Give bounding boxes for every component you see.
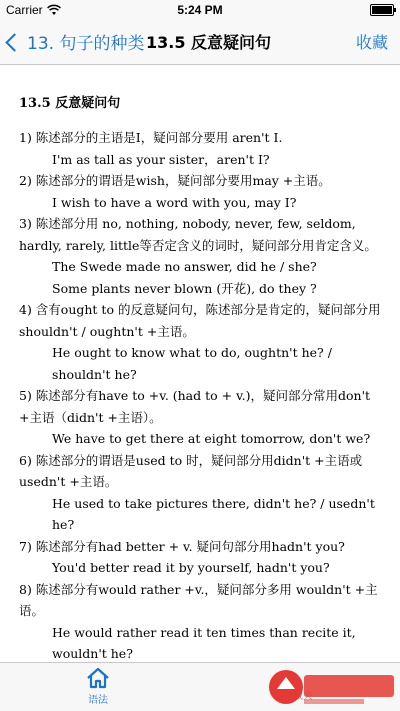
rule-item: 2) 陈述部分的谓语是wish，疑问部分要用may +主语。	[19, 173, 331, 188]
back-button[interactable]	[8, 29, 144, 54]
status-time: 5:24 PM	[177, 3, 223, 17]
tab-grammar-label: 语法	[88, 695, 108, 706]
back-button-label: 13. 句子的种类	[27, 34, 145, 54]
carrier-label: Carrier	[6, 3, 43, 17]
article-content[interactable]	[0, 65, 400, 663]
status-bar	[0, 0, 400, 20]
example-sentence: He ought to know what to do, oughtn't he? / shouldn't he?	[52, 345, 332, 382]
favorite-button[interactable]: 收藏	[355, 33, 388, 52]
rule-item: 3) 陈述部分用 no, nothing, nobody, never, few, seldom, hardly, rarely, little等否定含义的词时，疑问部分用肯定含义。	[19, 216, 377, 253]
rule-item: 1) 陈述部分的主语是I，疑问部分要用 aren't I.	[19, 130, 283, 145]
home-icon	[86, 667, 110, 689]
example-sentence: Some plants never blown (开花), do they ?	[52, 280, 317, 296]
article-heading: 13.5 反意疑问句	[19, 96, 121, 111]
example-sentence: He would rather read it ten times than recite it, wouldn't he?	[52, 624, 356, 661]
watermark-logo	[266, 667, 396, 707]
rule-item: 5) 陈述部分有have to +v. (had to + v.)，疑问部分常用don't +主语（didn't +主语）。	[19, 388, 371, 425]
example-sentence: You'd better read it by yourself, hadn't you?	[52, 560, 330, 575]
rule-item: 8) 陈述部分有would rather +v.，疑问部分多用 wouldn't +主语。	[19, 581, 378, 618]
page-title: 13.5 反意疑问句	[146, 33, 272, 52]
battery-group	[370, 3, 394, 16]
rule-item: 7) 陈述部分有had better + v. 疑问句部分用hadn't you?	[19, 538, 345, 554]
example-sentence: We have to get there at eight tomorrow, don't we?	[52, 431, 371, 446]
navigation-bar	[0, 20, 400, 65]
example-sentence: I'm as tall as your sister，aren't I?	[52, 151, 270, 167]
example-sentence: The Swede made no answer, did he / she?	[52, 259, 317, 274]
article-body	[19, 127, 387, 686]
rule-item: 4) 含有ought to 的反意疑问句，陈述部分是肯定的，疑问部分用shouldn't / oughtn't +主语。	[19, 302, 381, 339]
tab-grammar[interactable]	[58, 667, 138, 706]
battery-icon	[370, 4, 394, 16]
example-sentence: He used to take pictures there, didn't he? / usedn't he?	[52, 495, 375, 532]
tab-bar	[0, 662, 400, 711]
rule-item: 6) 陈述部分的谓语是used to 时，疑问部分用didn't +主语或 usedn't +主语。	[19, 452, 363, 489]
example-sentence: I wish to have a word with you, may I?	[52, 194, 297, 210]
chevron-left-icon	[5, 33, 23, 51]
